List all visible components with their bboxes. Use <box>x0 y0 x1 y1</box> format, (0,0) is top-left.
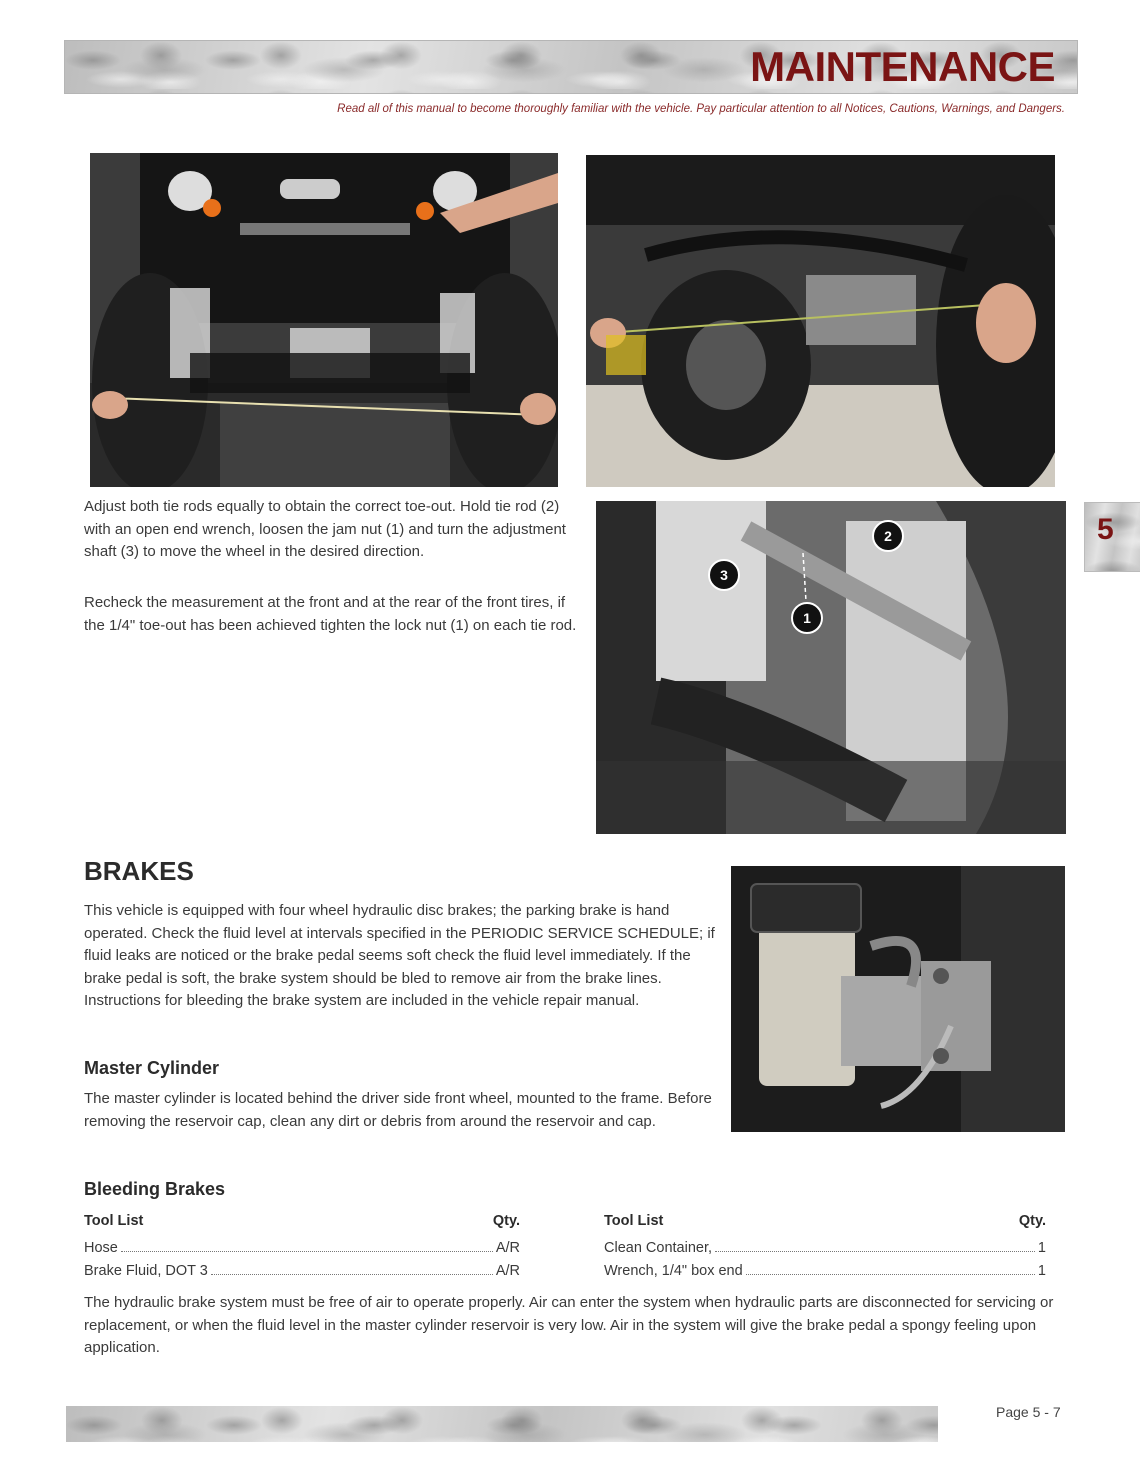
tool-name: Wrench, 1/4" box end <box>604 1263 743 1279</box>
leader-dots <box>746 1274 1035 1275</box>
bleeding-brakes-paragraph: The hydraulic brake system must be free of air to operate properly. Air can enter the system when hydraulic parts are disconnected for servicing or replacement, or when the fluid level in the master cylinder reservoir is very low. Air in the system will give the brake pedal a spongy feeling upon application. <box>84 1294 1054 1356</box>
callout-label-3: 3 <box>720 567 728 583</box>
header-subtitle: Read all of this manual to become thoroughly familiar with the vehicle. Pay particular attention to all Notices, Cautions, Warnings, and Dangers. <box>337 103 1065 115</box>
brakes-heading: BRAKES <box>84 856 194 886</box>
leader-dots <box>121 1251 493 1252</box>
header-banner <box>64 40 1078 94</box>
tool-list-left <box>84 1213 520 1283</box>
tool-qty: A/R <box>495 1240 520 1256</box>
tool-name: Clean Container, <box>604 1240 713 1256</box>
photo-front-measurement <box>90 153 558 487</box>
page-title: MAINTENANCE <box>750 43 1055 90</box>
photo-master-cylinder <box>731 866 1065 1132</box>
leader-dots <box>211 1274 493 1275</box>
photo-tie-rod <box>596 501 1066 834</box>
tool-list-right <box>604 1213 1046 1283</box>
callout-label-1: 1 <box>803 610 811 626</box>
master-cylinder-paragraph: The master cylinder is located behind the driver side front wheel, mounted to the frame. Before removing the reservoir cap, clean any dirt or debris from around the reservoir and cap. <box>84 1090 712 1130</box>
qty-label: Qty. <box>1018 1213 1046 1229</box>
tool-row <box>604 1237 1046 1260</box>
tool-list-right-header <box>604 1213 1046 1229</box>
page-number: Page 5 - 7 <box>996 1404 1061 1420</box>
master-cylinder-heading: Master Cylinder <box>84 1058 220 1078</box>
brakes-paragraph: This vehicle is equipped with four wheel hydraulic disc brakes; the parking brake is hand operated. Check the fluid level at intervals specified in the PERIODIC SERVICE SCHEDULE; if fluid leaks are noticed or the brake pedal seems soft check the fluid level immediately. If the brake pedal is soft, the brake system should be bled to remove air from the brake lines. Instructions for bleeding the brake system are included in the vehicle repair manual. <box>84 902 715 1009</box>
tool-row <box>84 1260 520 1283</box>
leader-dots <box>715 1251 1035 1252</box>
bleeding-brakes-heading: Bleeding Brakes <box>84 1179 226 1199</box>
toe-adjust-paragraph: Adjust both tie rods equally to obtain the correct toe-out. Hold tie rod (2) with an open end wrench, loosen the jam nut (1) and turn the adjustment shaft (3) to move the wheel in the desired direction. <box>84 498 566 560</box>
toe-recheck-paragraph: Recheck the measurement at the front and at the rear of the front tires, if the 1/4" toe-out has been achieved tighten the lock nut (1) on each tie rod. <box>84 594 577 634</box>
tool-row <box>604 1260 1046 1283</box>
qty-label: Qty. <box>492 1213 520 1229</box>
photo-rear-measurement <box>586 155 1055 487</box>
tool-list-label: Tool List <box>604 1213 664 1229</box>
chapter-number: 5 <box>1097 513 1114 546</box>
chapter-tab <box>1084 502 1140 572</box>
tool-name: Brake Fluid, DOT 3 <box>84 1263 208 1279</box>
callout-label-2: 2 <box>884 528 892 544</box>
tool-list-label: Tool List <box>84 1213 144 1229</box>
tool-list-left-header <box>84 1213 520 1229</box>
footer-banner <box>66 1406 938 1442</box>
tool-qty: 1 <box>1037 1263 1046 1279</box>
tool-qty: A/R <box>495 1263 520 1279</box>
tool-qty: 1 <box>1037 1240 1046 1256</box>
tool-name: Hose <box>84 1240 118 1256</box>
tool-row <box>84 1237 520 1260</box>
